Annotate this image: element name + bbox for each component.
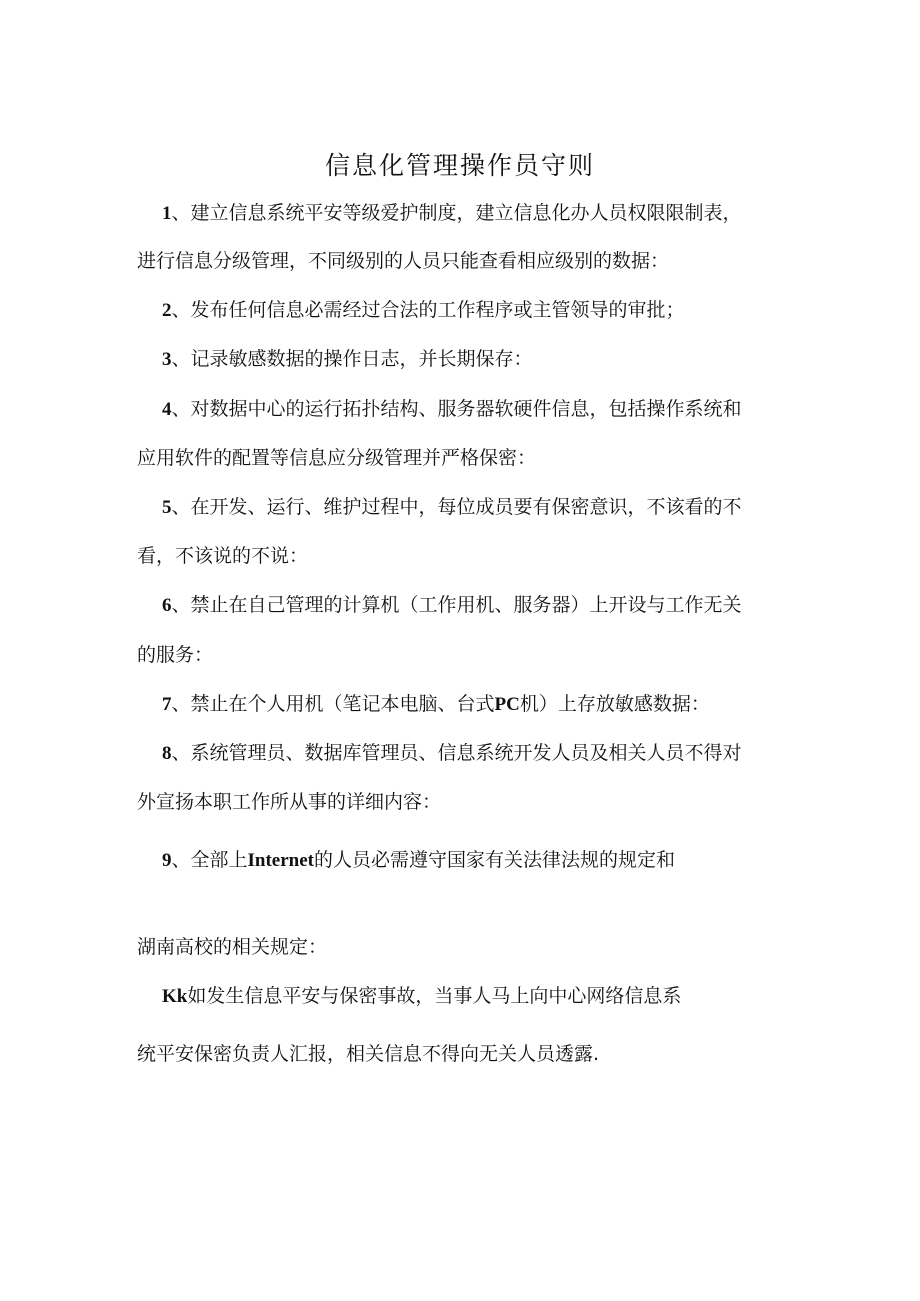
rule-text: 、发布任何信息必需经过合法的工作程序或主管领导的审批； (171, 299, 685, 321)
rule-1-line-1 (162, 201, 742, 226)
rule-number: 6 (162, 595, 172, 616)
rule-text: 、系统管理员、数据库管理员、信息系统开发人员及相关人员不得对 (171, 742, 742, 764)
rule-5-line-1 (162, 495, 742, 520)
rule-number: 9 (162, 850, 172, 871)
section-para-line-2: 统平安保密负责人汇报，相关信息不得向无关人员透露. (137, 1043, 600, 1065)
rule-number: 4 (162, 399, 172, 420)
rule-5-line-2: 看，不该说的不说： (137, 545, 309, 567)
rule-4-line-1 (162, 397, 742, 422)
rule-7-line-1 (162, 692, 710, 717)
rule-latin-term: Internet (247, 850, 314, 871)
rule-number: 1 (162, 203, 172, 224)
rule-text: 、记录敏感数据的操作日志，并长期保存： (171, 348, 533, 370)
rule-text: 、在开发、运行、维护过程中，每位成员要有保密意识，不该看的不 (171, 496, 742, 518)
rule-2-line-1 (162, 298, 685, 323)
rule-8-line-1 (162, 741, 742, 766)
rule-4-line-2: 应用软件的配置等信息应分级管理并严格保密： (137, 447, 537, 469)
rule-number: 2 (162, 300, 172, 321)
rule-number: 8 (162, 743, 172, 764)
rule-text: 、建立信息系统平安等级爱护制度，建立信息化办人员权限限制表， (171, 202, 742, 224)
rule-text: 机）上存放敏感数据： (519, 693, 710, 715)
rule-latin-term: PC (494, 694, 520, 715)
section-para-line-1 (162, 984, 681, 1009)
section-para-prefix: Kk (162, 986, 188, 1007)
rule-number: 7 (162, 694, 172, 715)
rule-text: 、全部上 (171, 849, 248, 871)
section-heading: 湖南高校的相关规定： (137, 936, 328, 958)
rule-6-line-2: 的服务： (137, 644, 214, 666)
rule-text: 、禁止在自己管理的计算机（工作用机、服务器）上开设与工作无关 (171, 594, 742, 616)
document-title: 信息化管理操作员守则 (324, 151, 595, 180)
rule-text: 、禁止在个人用机（笔记本电脑、台式 (171, 693, 495, 715)
rule-number: 5 (162, 497, 172, 518)
rule-3-line-1 (162, 347, 533, 372)
rule-9-line-1 (162, 848, 675, 873)
rule-number: 3 (162, 349, 172, 370)
rule-text: 、对数据中心的运行拓扑结构、服务器软硬件信息，包括操作系统和 (171, 398, 742, 420)
rule-8-line-2: 外宣扬本职工作所从事的详细内容： (137, 791, 442, 813)
section-para-text: 如发生信息平安与保密事故，当事人马上向中心网络信息系 (187, 985, 682, 1007)
rule-1-line-2: 进行信息分级管理，不同级别的人员只能查看相应级别的数据： (137, 250, 670, 272)
rule-6-line-1 (162, 593, 742, 618)
rule-text: 的人员必需遵守国家有关法律法规的规定和 (314, 849, 676, 871)
